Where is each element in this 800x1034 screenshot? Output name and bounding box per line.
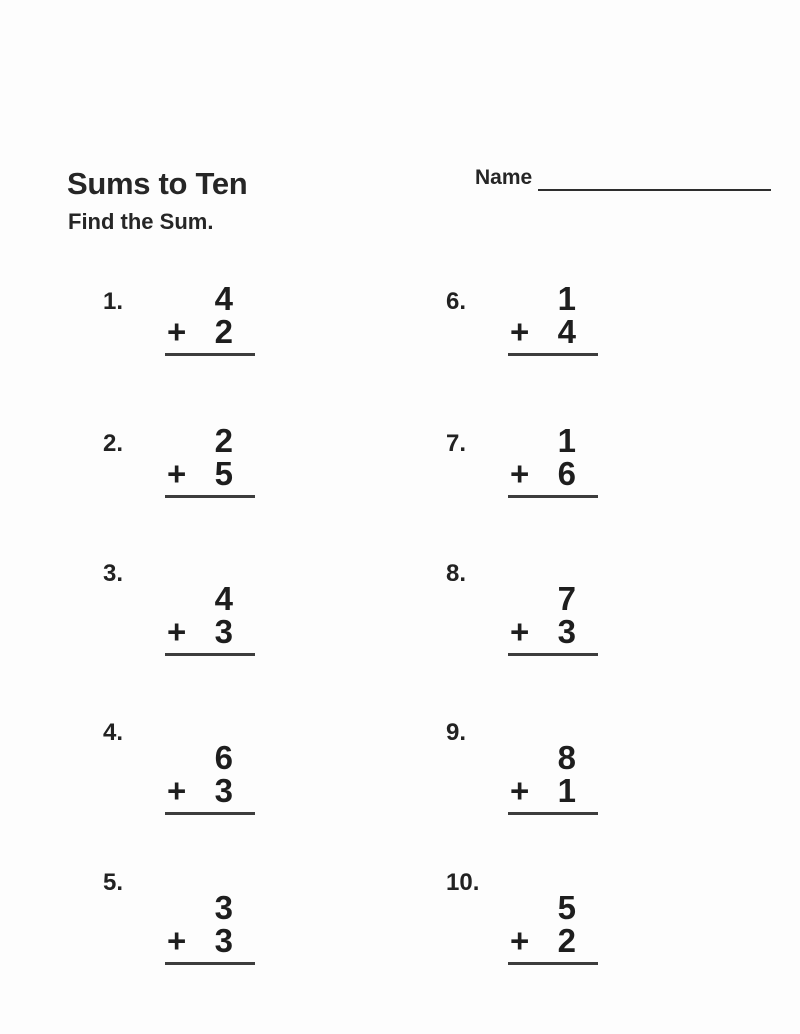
problem-number: 4.	[103, 719, 124, 746]
addend-bottom-row	[508, 774, 598, 808]
addend-bottom-row	[165, 615, 255, 649]
addend-top: 4	[214, 280, 233, 317]
addition-stack	[508, 741, 598, 815]
problem-10	[446, 869, 598, 965]
addend-top: 1	[557, 422, 576, 459]
addend-bottom-row	[508, 457, 598, 491]
addend-top: 3	[214, 889, 233, 926]
addend-bottom-row	[165, 774, 255, 808]
addend-top: 7	[557, 580, 576, 617]
addend-top: 6	[214, 739, 233, 776]
problem-2	[103, 424, 255, 498]
problem-number: 2.	[103, 430, 124, 457]
addend-bottom-row	[165, 315, 255, 349]
name-blank-line	[538, 165, 771, 191]
problem-6	[446, 282, 598, 356]
answer-line	[165, 353, 255, 356]
problem-1	[103, 282, 255, 356]
answer-line	[165, 962, 255, 965]
addend-bottom: 3	[214, 922, 233, 959]
addend-bottom: 1	[557, 772, 576, 809]
plus-sign: +	[510, 922, 530, 959]
problem-number: 10.	[446, 869, 480, 896]
problem-3	[103, 560, 255, 656]
name-label: Name	[475, 166, 533, 189]
problem-5	[103, 869, 255, 965]
plus-sign: +	[510, 613, 530, 650]
addend-top: 8	[557, 739, 576, 776]
addend-top: 1	[557, 280, 576, 317]
answer-line	[508, 353, 598, 356]
instruction-text: Find the Sum.	[68, 209, 214, 234]
addend-bottom: 3	[214, 613, 233, 650]
name-field	[475, 165, 771, 191]
problem-number: 9.	[446, 719, 467, 746]
answer-line	[165, 812, 255, 815]
addend-bottom: 5	[214, 455, 233, 492]
addition-stack	[165, 282, 255, 356]
problem-number: 8.	[446, 560, 467, 587]
addend-bottom-row	[165, 924, 255, 958]
addend-bottom: 3	[557, 613, 576, 650]
problem-number: 3.	[103, 560, 124, 587]
addition-stack	[508, 582, 598, 656]
addend-top: 2	[214, 422, 233, 459]
plus-sign: +	[510, 313, 530, 350]
answer-line	[508, 812, 598, 815]
addition-stack	[165, 424, 255, 498]
addition-stack	[165, 741, 255, 815]
plus-sign: +	[167, 455, 187, 492]
plus-sign: +	[167, 613, 187, 650]
addend-bottom-row	[508, 924, 598, 958]
addend-bottom: 3	[214, 772, 233, 809]
addend-bottom-row	[165, 457, 255, 491]
addend-bottom: 6	[557, 455, 576, 492]
problem-7	[446, 424, 598, 498]
problem-8	[446, 560, 598, 656]
addition-stack	[508, 424, 598, 498]
addend-bottom-row	[508, 615, 598, 649]
answer-line	[165, 653, 255, 656]
answer-line	[508, 962, 598, 965]
addition-stack	[508, 282, 598, 356]
addend-bottom: 2	[214, 313, 233, 350]
answer-line	[165, 495, 255, 498]
answer-line	[508, 653, 598, 656]
plus-sign: +	[167, 922, 187, 959]
plus-sign: +	[510, 772, 530, 809]
plus-sign: +	[167, 772, 187, 809]
problem-number: 5.	[103, 869, 124, 896]
addend-bottom: 4	[557, 313, 576, 350]
problem-9	[446, 719, 598, 815]
addition-stack	[508, 891, 598, 965]
page-title: Sums to Ten	[67, 166, 248, 201]
addend-top: 5	[557, 889, 576, 926]
problem-number: 6.	[446, 288, 467, 315]
addend-bottom-row	[508, 315, 598, 349]
problem-4	[103, 719, 255, 815]
addend-top: 4	[214, 580, 233, 617]
addition-stack	[165, 891, 255, 965]
plus-sign: +	[510, 455, 530, 492]
problem-number: 1.	[103, 288, 124, 315]
problem-number: 7.	[446, 430, 467, 457]
plus-sign: +	[167, 313, 187, 350]
addend-bottom: 2	[557, 922, 576, 959]
answer-line	[508, 495, 598, 498]
addition-stack	[165, 582, 255, 656]
